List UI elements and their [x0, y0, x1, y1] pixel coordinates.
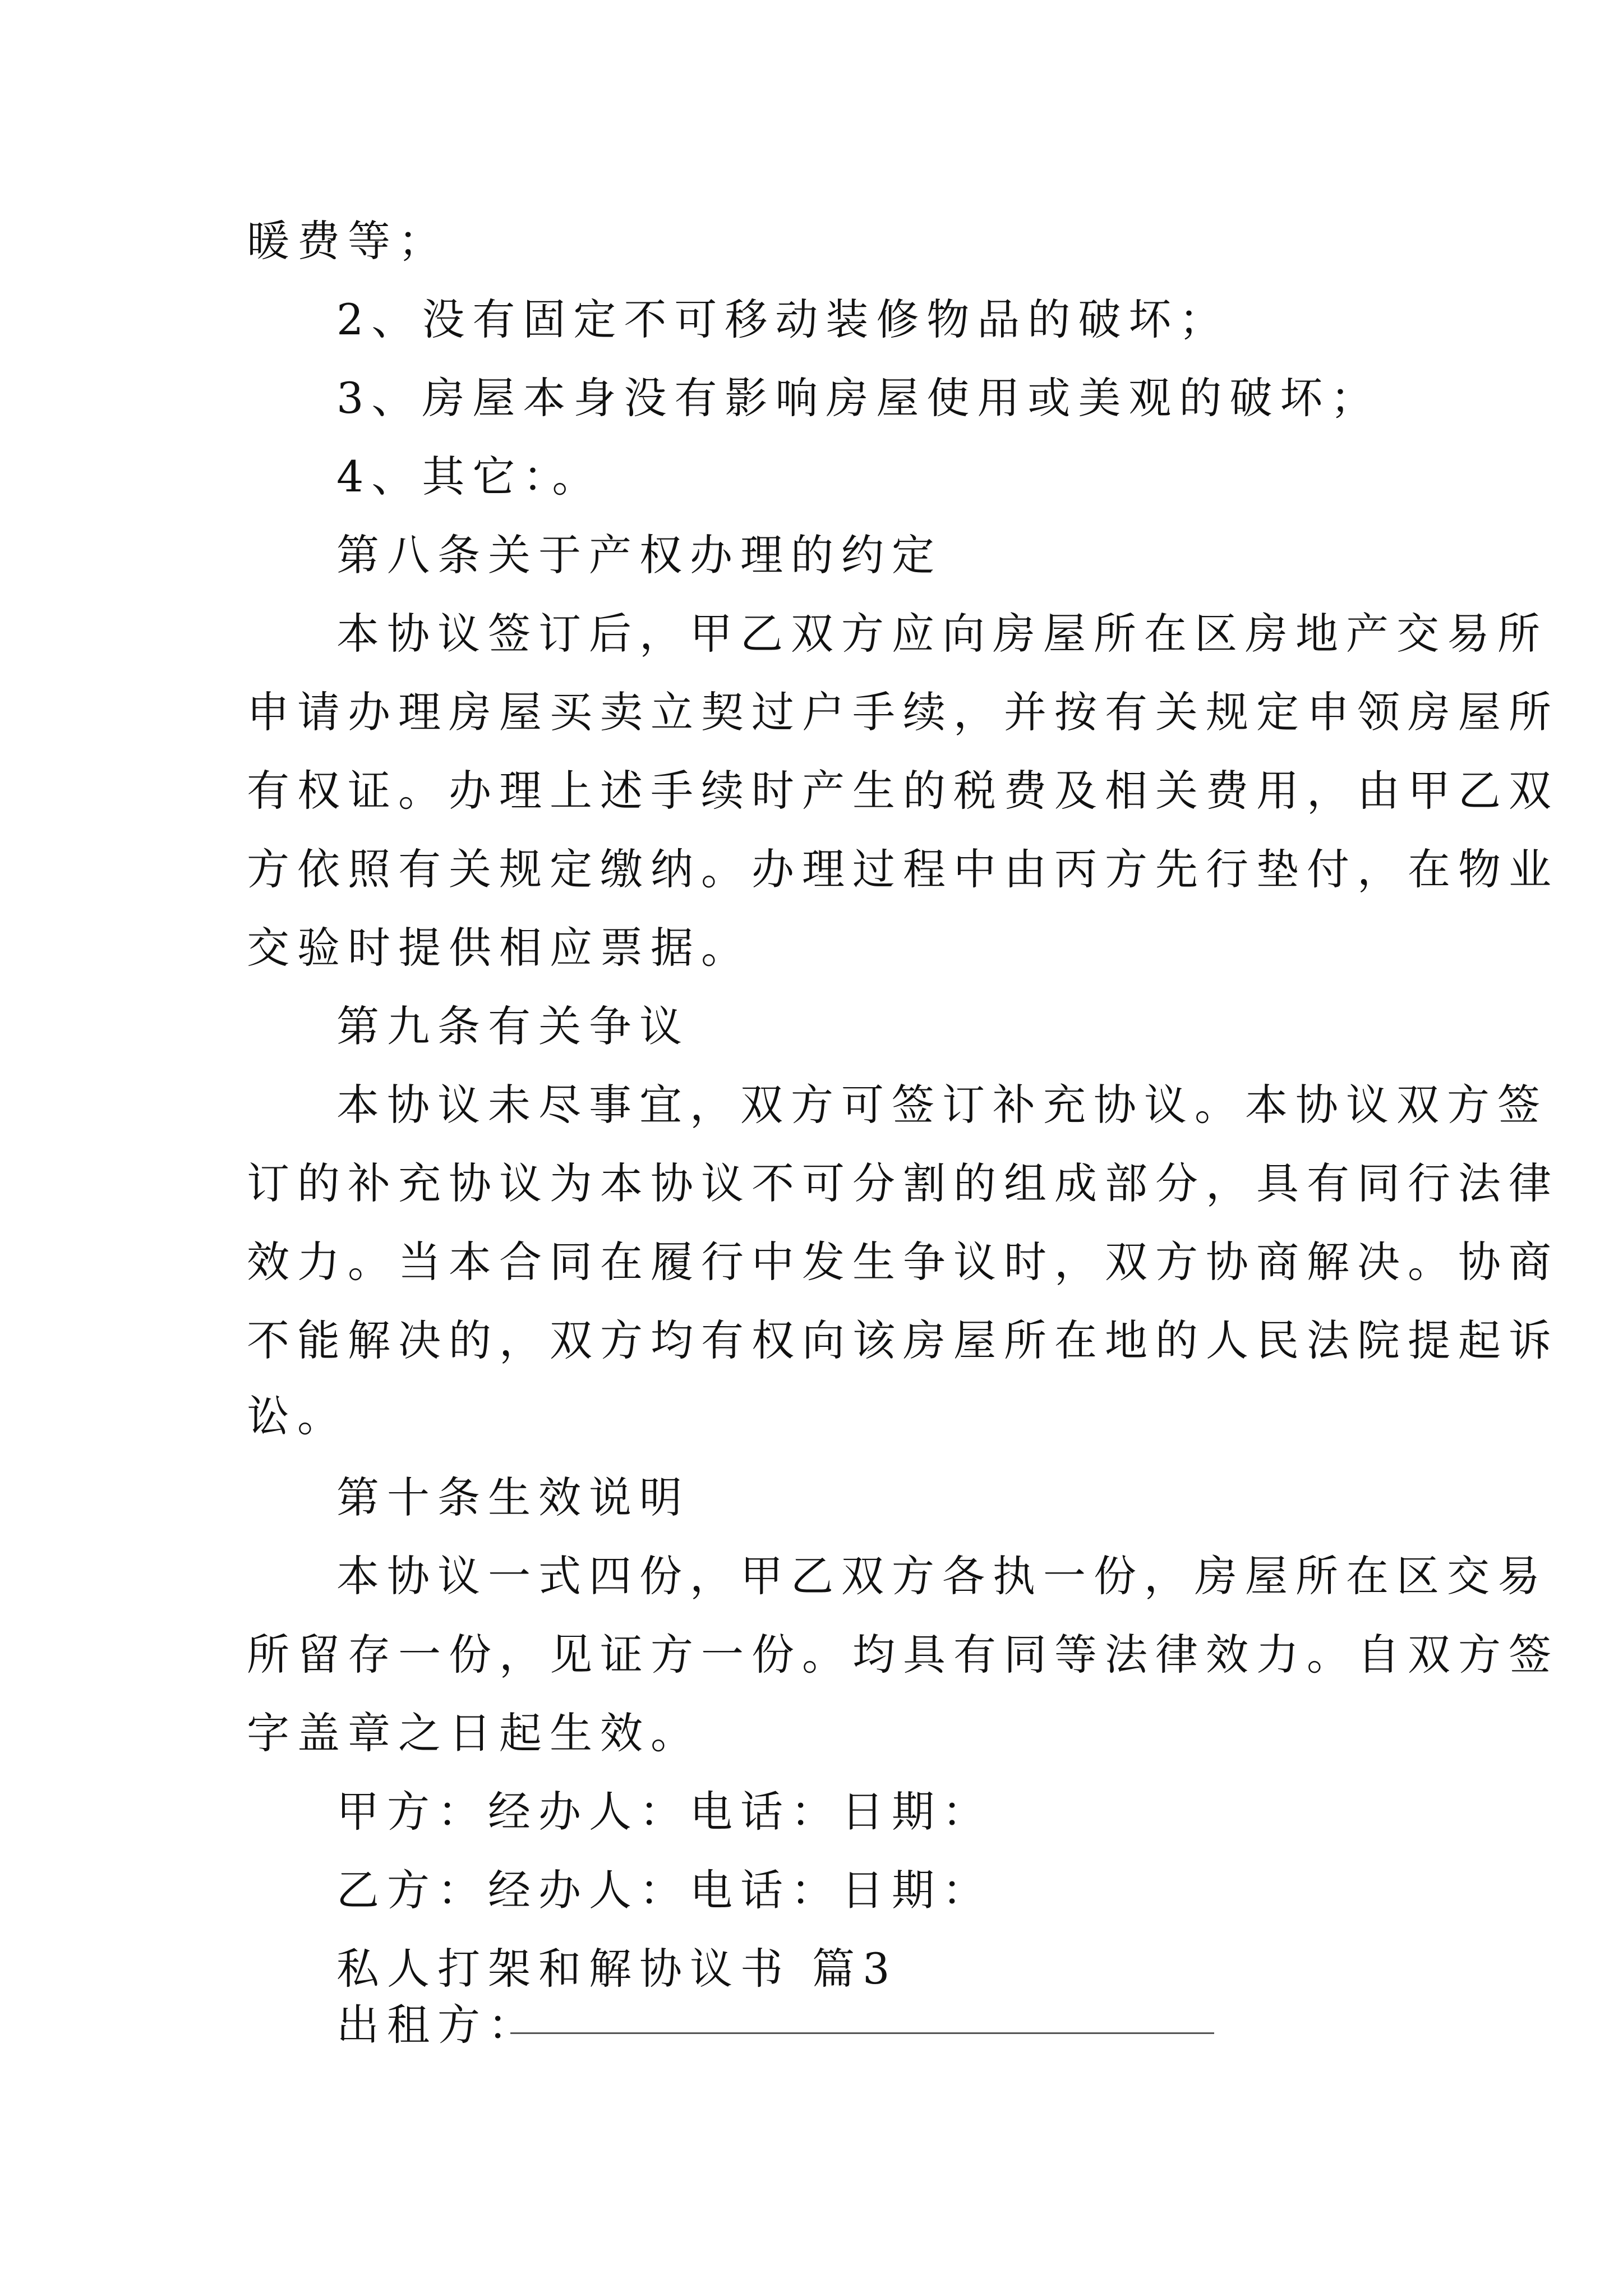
text-line: 2、没有固定不可移动装修物品的破坏；: [336, 295, 1230, 344]
signature-line-party-b: 乙方：经办人：电话：日期：: [336, 1865, 993, 1915]
lessor-blank-line: [510, 2032, 1214, 2034]
signature-line-party-a: 甲方：经办人：电话：日期：: [336, 1787, 993, 1837]
text-line: 讼。: [247, 1391, 348, 1441]
text-line: 有权证。办理上述手续时产生的税费及相关费用，由甲乙双: [247, 766, 1559, 816]
text-line: 效力。当本合同在履行中发生争议时，双方协商解决。协商: [247, 1237, 1559, 1287]
section-heading: 第十条生效说明: [336, 1473, 690, 1522]
text-line: 所留存一份，见证方一份。均具有同等法律效力。自双方签: [247, 1630, 1559, 1680]
text-line: 本协议签订后，甲乙双方应向房屋所在区房地产交易所: [336, 609, 1548, 659]
section-heading: 第九条有关争议: [336, 1001, 690, 1051]
text-line: 本协议一式四份，甲乙双方各执一份，房屋所在区交易: [336, 1551, 1548, 1601]
text-line: 暖费等；: [247, 216, 449, 266]
text-line: 交验时提供相应票据。: [247, 923, 751, 973]
text-line: 申请办理房屋买卖立契过户手续，并按有关规定申领房屋所: [247, 687, 1559, 737]
text-line: 不能解决的，双方均有权向该房屋所在地的人民法院提起诉: [247, 1315, 1559, 1365]
text-line: 字盖章之日起生效。: [247, 1708, 701, 1758]
lessor-label: 出租方：: [336, 2000, 538, 2050]
section-heading: 第八条关于产权办理的约定: [336, 530, 942, 580]
text-line: 4、其它：。: [336, 452, 603, 501]
text-line: 本协议未尽事宜，双方可签订补充协议。本协议双方签: [336, 1080, 1548, 1130]
text-line: 订的补充协议为本协议不可分割的组成部分，具有同行法律: [247, 1158, 1559, 1208]
document-title: 私人打架和解协议书 篇3: [336, 1944, 898, 1994]
text-line: 方依照有关规定缴纳。办理过程中由丙方先行垫付，在物业: [247, 844, 1559, 894]
text-line: 3、房屋本身没有影响房屋使用或美观的破坏；: [336, 373, 1381, 423]
